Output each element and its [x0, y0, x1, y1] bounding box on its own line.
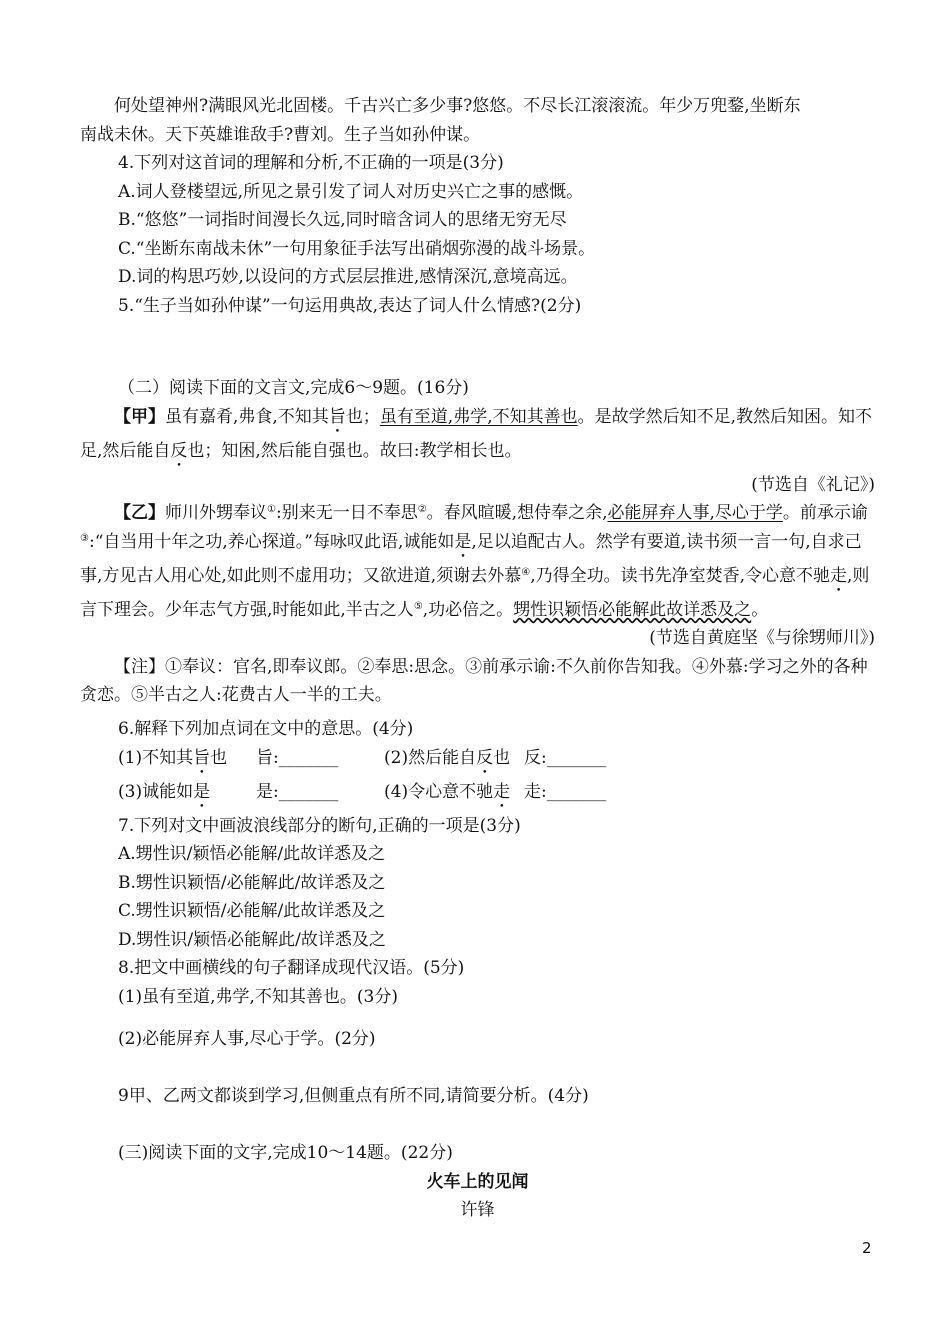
- yi-label: 【乙】: [114, 503, 165, 523]
- poem-text: [80, 92, 875, 149]
- q6-item-1-blank: 旨:_______: [256, 747, 339, 768]
- q6-item-4-phrase: (4)令心意不驰走: [384, 781, 511, 802]
- q8-sentence-1: (1)虽有至道,弗学,不知其善也。(3分): [118, 986, 398, 1007]
- q5-stem: 5.“生子当如孙仲谋”一句运用典故,表达了词人什么情感?(2分): [118, 295, 582, 316]
- wavy-underlined-sentence: 甥性识颖悟必能解此故详悉及之: [513, 599, 752, 620]
- poem-line-1: 何处望神州?满眼风光北固楼。千古兴亡多少事?悠悠。不尽长江滚滚流。年少万兜鍪,坐断东: [114, 96, 801, 116]
- q7-option-a: A.甥性识/颖悟必能解/此故详悉及之: [118, 844, 386, 864]
- section-2: [80, 374, 875, 710]
- q7-option-b: B.甥性识颖悟/必能解此/故详悉及之: [118, 872, 386, 893]
- q6-item-4-blank: 走:_______: [524, 781, 607, 802]
- note-mark-2: ②: [417, 504, 427, 515]
- note-mark-5: ⑤: [413, 600, 423, 612]
- q4-option-a: A.词人登楼望远,所见之景引发了词人对历史兴亡之事的感慨。: [118, 181, 584, 202]
- yi-source: (节选自黄庭坚《与徐甥师川》): [649, 628, 875, 648]
- q6-item-1-phrase: (1)不知其旨也: [118, 747, 228, 768]
- passage-yi: 【乙】师川外甥奉议①:别来无一日不奉思②。春风暄暖,想侍奉之余,必能屏弃人事,尽心于学。前承示谕③:“自当用十年之功,养心探道。”每咏叹此语,诚能如是,足以追配古人。然学有要道,读书须一言一句,自求己事,方见古人用心处,如此则不虚用功；又欲进道,须谢去外慕④,乃得全功。读书先净室焚香,令心意不驰走,则言下理会。少年志气方强,时能如此,半古之人⑤,功必倍之。甥性识颖悟必能解此故详悉及之。: [80, 503, 870, 620]
- passage-jia: 【甲】虽有嘉肴,弗食,不知其旨也；虽有至道,弗学,不知其善也。是故学然后知不足,教然后知困。知不足,然后能自反也；知困,然后能自强也。故曰:教学相长也。: [80, 406, 873, 461]
- page-number: 2: [862, 1239, 872, 1257]
- q8-sentence-2: (2)必能屏弃人事,尽心于学。(2分): [118, 1029, 376, 1049]
- q8-part-2: [80, 1025, 875, 1054]
- note-mark-4: ④: [521, 566, 531, 578]
- dotted-word-zhi: 旨: [328, 406, 346, 427]
- note-mark-3: ③: [80, 532, 89, 544]
- q6-row-2: [80, 778, 875, 812]
- jia-label: 【甲】: [114, 406, 165, 427]
- poem-line-2: 南战未休。天下英雄谁敌手?曹刘。生子当如孙仲谋。: [80, 124, 481, 145]
- q4-option-c: C.“坐断东南战未休”一句用象征手法写出硝烟弥漫的战斗场景。: [118, 238, 596, 259]
- q7-stem: 7.下列对文中画波浪线部分的断句,正确的一项是(3分): [118, 815, 521, 836]
- q6-stem: 6.解释下列加点词在文中的意思。(4分): [118, 719, 414, 739]
- dotted-word-zou: 走: [830, 565, 847, 586]
- underlined-sentence-1: 虽有至道,弗学,不知其善也: [379, 406, 578, 427]
- section3-heading: (三)阅读下面的文字,完成10～14题。(22分): [118, 1143, 453, 1163]
- dotted-word-fan: 反: [170, 440, 188, 461]
- q7-option-d: D.甥性识/颖悟必能解此/故详悉及之: [118, 929, 386, 950]
- q4-option-d: D.词的构思巧妙,以设问的方式层层推进,感情深沉,意境高远。: [118, 267, 578, 287]
- q7-option-c: C.甥性识颖悟/必能解/此故详悉及之: [118, 901, 386, 921]
- story-author: 许锋: [460, 1200, 495, 1220]
- question-4: [80, 149, 875, 320]
- dotted-word-shi: 是: [454, 531, 472, 552]
- story-title: 火车上的见闻: [426, 1171, 529, 1192]
- q4-option-b: B.“悠悠”一词指时间漫长久远,同时暗含词人的思绪无穷无尽: [118, 210, 567, 230]
- question-9: [80, 1082, 875, 1111]
- jia-source: (节选自《礼记》): [751, 474, 875, 495]
- underlined-sentence-2: 必能屏弃人事,尽心于学: [607, 503, 783, 523]
- q9-stem: 9甲、乙两文都谈到学习,但侧重点有所不同,请简要分析。(4分): [118, 1086, 589, 1106]
- q8-stem: 8.把文中画横线的句子翻译成现代汉语。(5分): [118, 958, 465, 978]
- section-3: [80, 1139, 875, 1225]
- question-6: [80, 715, 875, 1011]
- q6-item-2-phrase: (2)然后能自反也: [384, 747, 511, 768]
- section2-heading: （二）阅读下面的文言文,完成6～9题。(16分): [118, 378, 469, 398]
- annotations: 【注】①奉议：官名,即奉议郎。②奉思:思念。③前承示谕:不久前你告知我。④外慕:学习之外的各种贪恋。⑤半古之人:花费古人一半的工夫。: [80, 656, 868, 705]
- q6-row-1: [80, 744, 875, 778]
- q6-item-3-phrase: (3)诚能如是: [118, 781, 211, 802]
- q4-stem: 4.下列对这首词的理解和分析,不正确的一项是(3分): [118, 153, 504, 173]
- q6-item-2-blank: 反:_______: [524, 747, 607, 768]
- note-mark-1: ①: [267, 504, 276, 515]
- q6-item-3-blank: 是:_______: [256, 781, 339, 802]
